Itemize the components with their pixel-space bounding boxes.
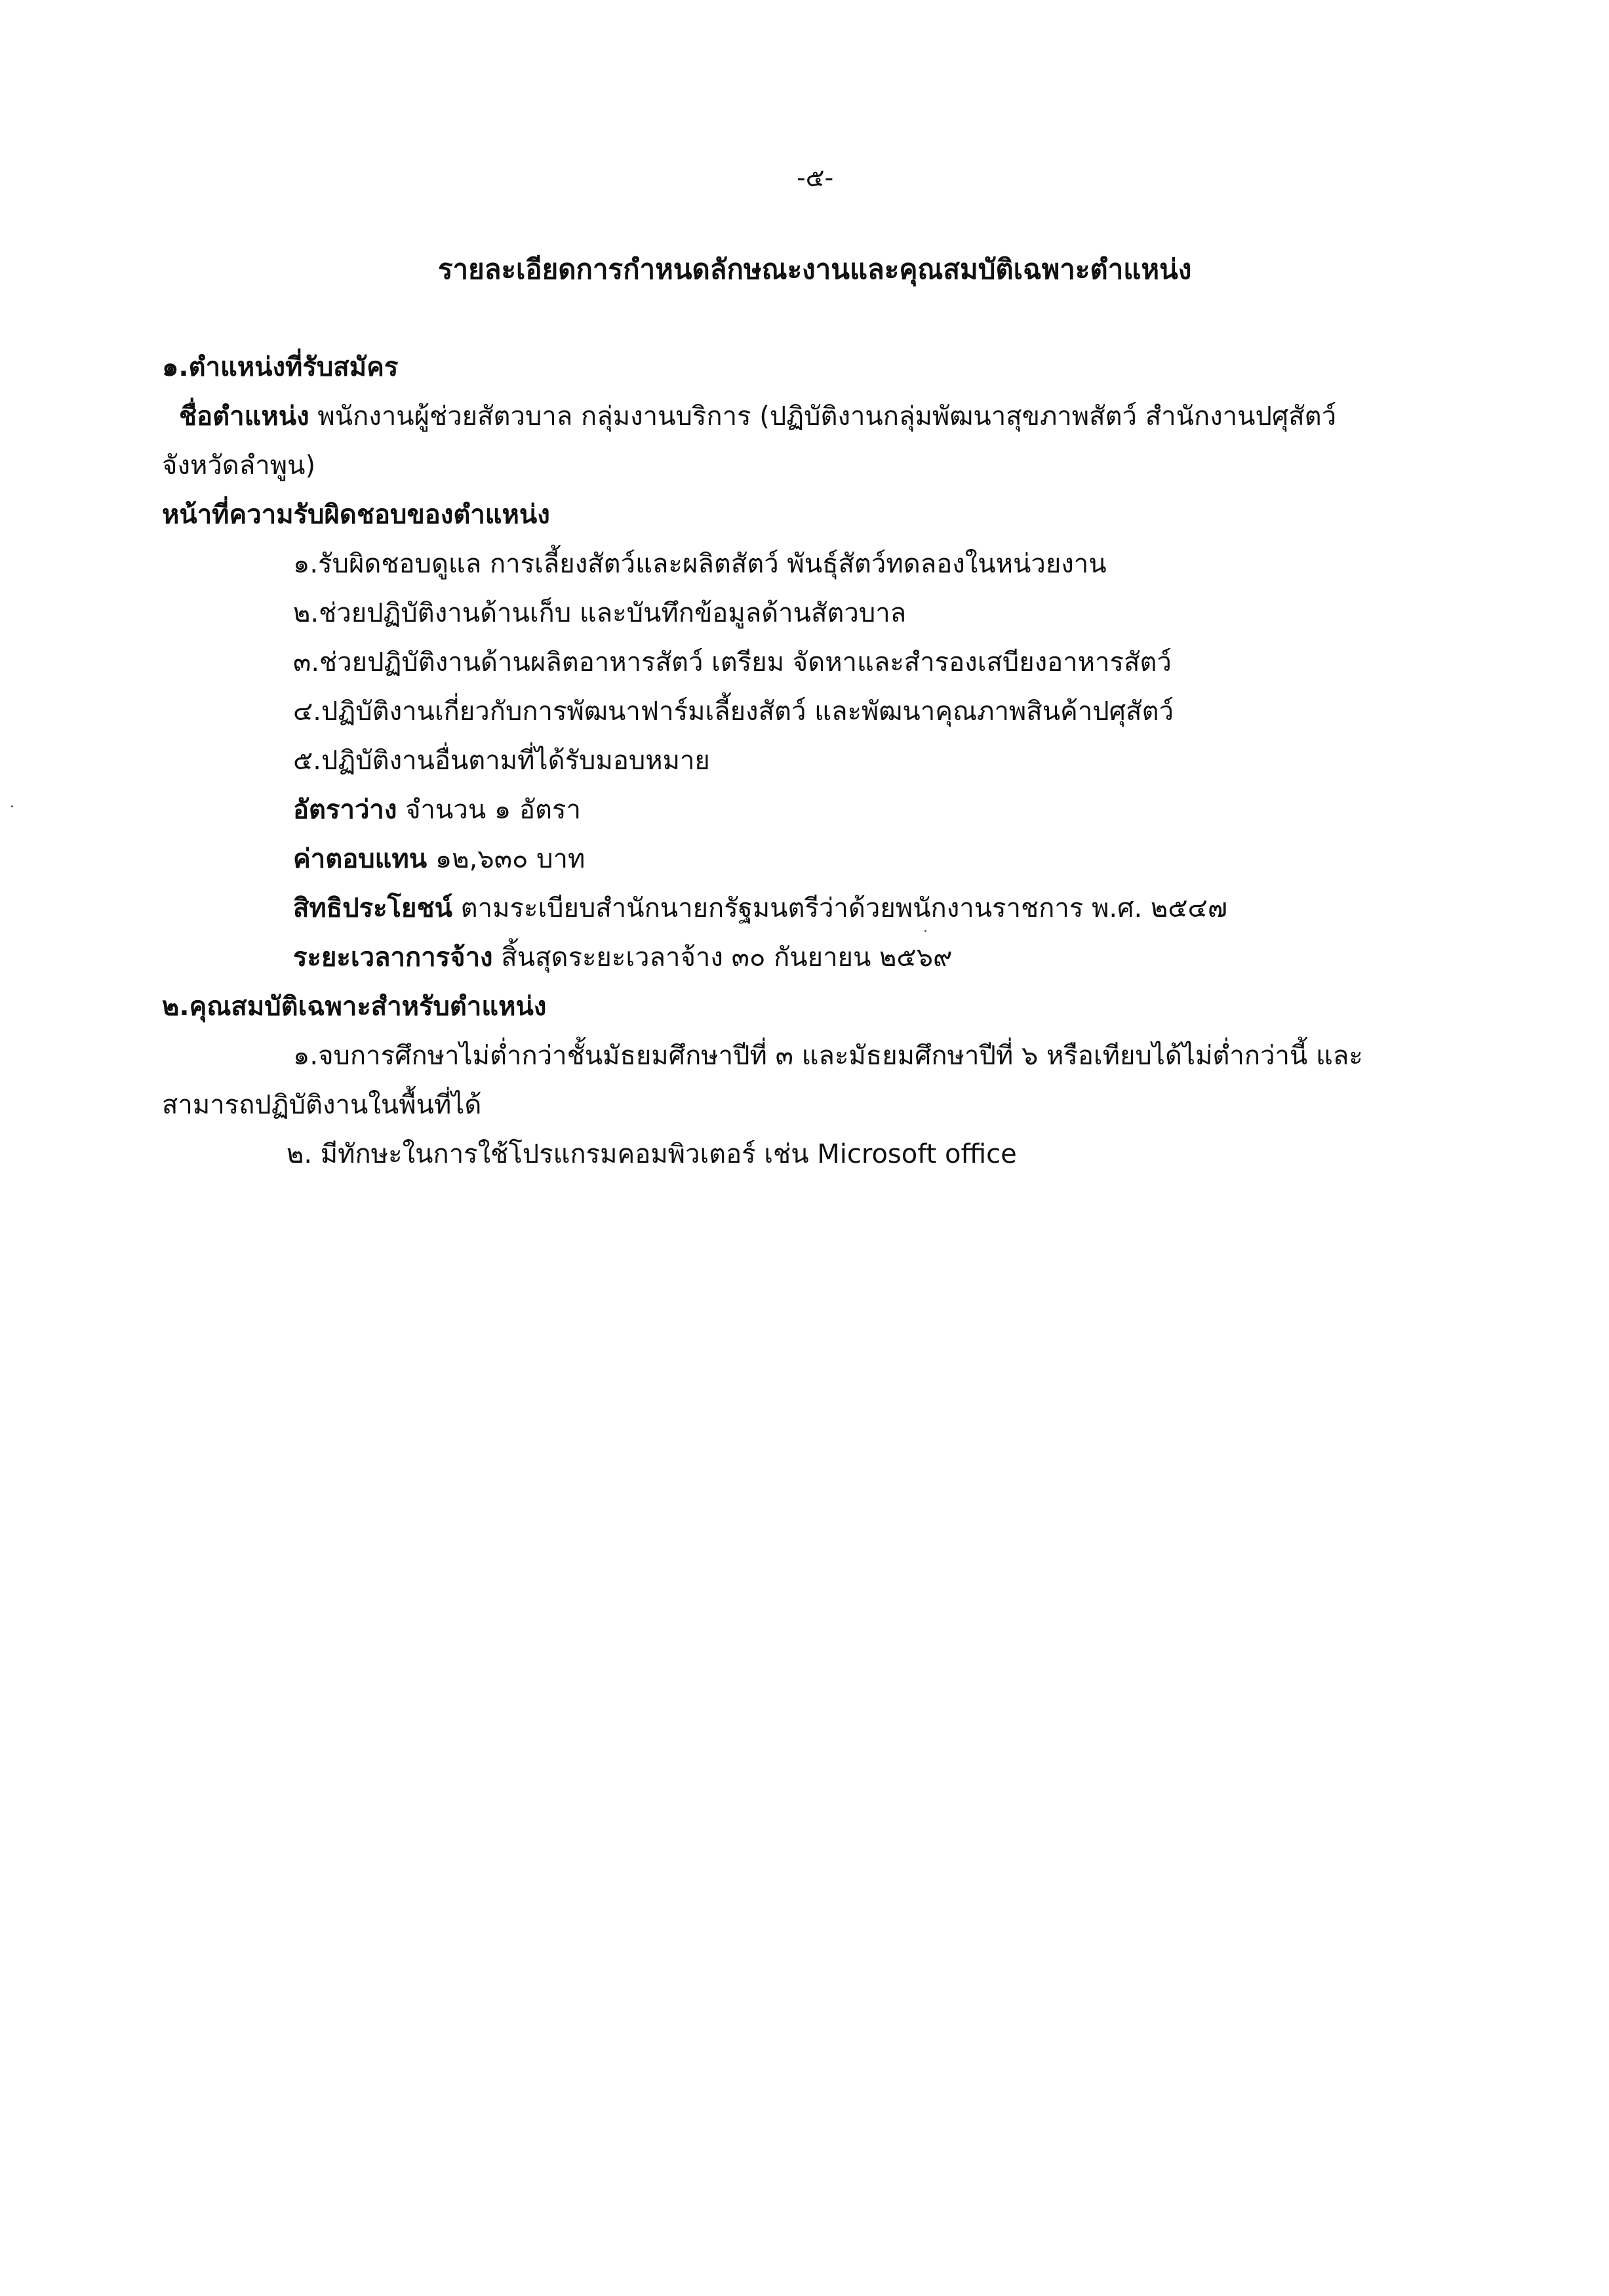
- salary-line: [293, 846, 585, 872]
- qualification-item: ๑.จบการศึกษาไม่ต่ำกว่าชั้นมัธยมศึกษาปีที่ ๓ และมัธยมศึกษาปีที่ ๖ หรือเทียบได้ไม่ต่ำกว่านี้ และ: [293, 1041, 1363, 1071]
- page-number: -๕-: [797, 163, 834, 192]
- benefits-line: [293, 895, 1227, 921]
- period-label: ระยะเวลาการจ้าง: [293, 942, 493, 973]
- duty-item: ๔.ปฏิบัติงานเกี่ยวกับการพัฒนาฟาร์มเลี้ยงสัตว์ และพัฒนาคุณภาพสินค้าปศุสัตว์: [293, 696, 1174, 727]
- duty-item: ๓.ช่วยปฏิบัติงานด้านผลิตอาหารสัตว์ เตรียม จัดหาและสำรองเสบียงอาหารสัตว์: [293, 647, 1172, 677]
- vacancy-value: จำนวน ๑ อัตรา: [397, 795, 581, 825]
- scan-speck: [924, 930, 926, 932]
- duty-item: ๒.ช่วยปฏิบัติงานด้านเก็บ และบันทึกข้อมูลด้านสัตวบาล: [293, 598, 907, 628]
- vacancy-label: อัตราว่าง: [293, 795, 397, 825]
- duties-heading: หน้าที่ความรับผิดชอบของตำแหน่ง: [162, 500, 550, 530]
- qualification-item-cont: สามารถปฏิบัติงานในพื้นที่ได้: [162, 1090, 482, 1120]
- benefits-label: สิทธิประโยชน์: [293, 893, 452, 923]
- position-text: พนักงานผู้ช่วยสัตวบาล กลุ่มงานบริการ (ปฏิบัติงานกลุ่มพัฒนาสุขภาพสัตว์ สำนักงานปศุสัตว์: [309, 401, 1337, 432]
- salary-label: ค่าตอบแทน: [293, 844, 427, 874]
- salary-value: ๑๒,๖๓๐ บาท: [427, 844, 586, 874]
- period-value: สิ้นสุดระยะเวลาจ้าง ๓๐ กันยายน ๒๕๖๙: [492, 942, 953, 973]
- duty-item: ๕.ปฏิบัติงานอื่นตามที่ได้รับมอบหมาย: [293, 746, 710, 776]
- vacancy-line: [293, 797, 581, 823]
- duty-item: ๑.รับผิดชอบดูแล การเลี้ยงสัตว์และผลิตสัตว์ พันธุ์สัตว์ทดลองในหน่วยงาน: [293, 549, 1107, 579]
- period-line: [293, 944, 952, 971]
- position-label: ชื่อตำแหน่ง: [179, 401, 309, 432]
- qualification-item: ๒. มีทักษะในการใช้โปรแกรมคอมพิวเตอร์ เช่น Microsoft office: [287, 1139, 1017, 1169]
- page-title: รายละเอียดการกำหนดลักษณะงานและคุณสมบัติเฉพาะตำแหน่ง: [438, 253, 1192, 285]
- scan-speck: [11, 805, 13, 807]
- section2-heading: ๒.คุณสมบัติเฉพาะสำหรับตำแหน่ง: [162, 992, 547, 1022]
- section1-heading: ๑.ตำแหน่งที่รับสมัคร: [162, 352, 399, 382]
- benefits-value: ตามระเบียบสำนักนายกรัฐมนตรีว่าด้วยพนักงานราชการ พ.ศ. ๒๕๔๗: [452, 893, 1227, 923]
- position-line: [179, 403, 1336, 430]
- position-text-cont: จังหวัดลำพูน): [162, 451, 316, 481]
